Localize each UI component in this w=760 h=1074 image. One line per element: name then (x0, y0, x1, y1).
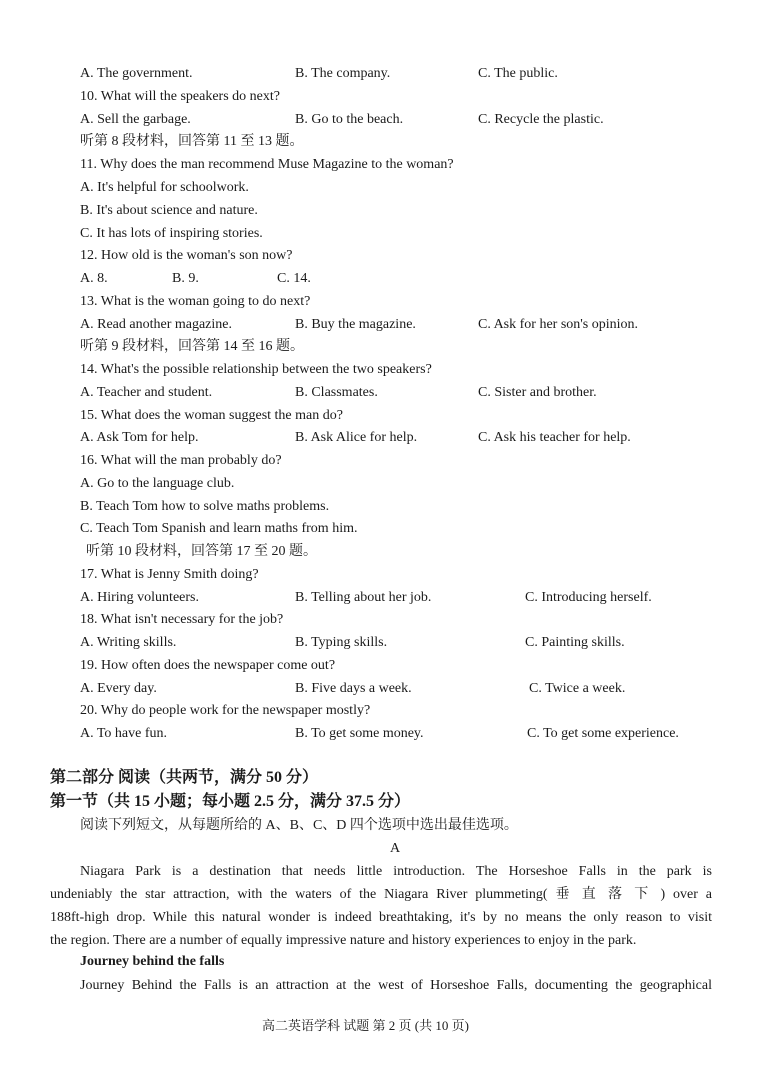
q19-option-c: C. Twice a week. (529, 681, 626, 696)
q12-option-a: A. 8. (80, 271, 108, 286)
q18-option-a: A. Writing skills. (80, 635, 177, 650)
question-17: 17. What is Jenny Smith doing? (80, 567, 259, 582)
passage-paragraph-1 (50, 860, 712, 952)
question-14: 14. What's the possible relationship between the two speakers? (80, 362, 432, 377)
q15-option-a: A. Ask Tom for help. (80, 430, 199, 445)
section-10-instruction: 听第 10 段材料，回答第 17 至 20 题。 (86, 544, 317, 559)
q20-option-c: C. To get some experience. (527, 726, 679, 741)
part-2-heading: 第二部分 阅读（共两节，满分 50 分） (50, 769, 319, 786)
question-13: 13. What is the woman going to do next? (80, 294, 311, 309)
q10-option-a: A. Sell the garbage. (80, 112, 191, 127)
q19-option-b: B. Five days a week. (295, 681, 412, 696)
q15-option-c: C. Ask his teacher for help. (478, 430, 631, 445)
q9-option-c: C. The public. (478, 66, 558, 81)
passage-line-4: the region. There are a number of equally impressive nature and history experiences to enjoy in the park. (50, 933, 637, 948)
passage-line-1: Niagara Park is a destination that needs little introduction. The Horseshoe Falls in the park is (80, 864, 712, 879)
q19-option-a: A. Every day. (80, 681, 157, 696)
q13-option-b: B. Buy the magazine. (295, 317, 416, 332)
q12-option-c: C. 14. (277, 271, 311, 286)
q14-option-a: A. Teacher and student. (80, 385, 213, 400)
q10-option-b: B. Go to the beach. (295, 112, 404, 127)
question-20: 20. Why do people work for the newspaper mostly? (80, 703, 371, 718)
passage-line-5: Journey Behind the Falls is an attraction at the west of Horseshoe Falls, documenting the geographical (80, 978, 712, 993)
q17-option-a: A. Hiring volunteers. (80, 590, 199, 605)
q16-option-c: C. Teach Tom Spanish and learn maths from him. (80, 521, 358, 536)
q11-option-c: C. It has lots of inspiring stories. (80, 226, 263, 241)
q18-option-c: C. Painting skills. (525, 635, 625, 650)
q13-option-c: C. Ask for her son's opinion. (478, 317, 639, 332)
q13-option-a: A. Read another magazine. (80, 317, 232, 332)
q14-option-b: B. Classmates. (295, 385, 378, 400)
passage-label: A (390, 841, 401, 856)
q14-option-c: C. Sister and brother. (478, 385, 597, 400)
section-8-instruction: 听第 8 段材料，回答第 11 至 13 题。 (80, 134, 304, 149)
question-15: 15. What does the woman suggest the man do? (80, 408, 343, 423)
q17-option-c: C. Introducing herself. (525, 590, 652, 605)
passage-line-3: 188ft-high drop. While this natural wonder is indeed breathtaking, it's by no means the only reason to visit (50, 910, 712, 925)
passage-line-2: undeniably the star attraction, with the waters of the Niagara River plummeting( 垂 直 落 下 ) over a (50, 887, 712, 902)
q15-option-b: B. Ask Alice for help. (295, 430, 418, 445)
question-16: 16. What will the man probably do? (80, 453, 282, 468)
q11-option-b: B. It's about science and nature. (80, 203, 258, 218)
question-12: 12. How old is the woman's son now? (80, 248, 293, 263)
q11-option-a: A. It's helpful for schoolwork. (80, 180, 249, 195)
passage-subheading: Journey behind the falls (80, 954, 225, 969)
q9-option-b: B. The company. (295, 66, 391, 81)
question-11: 11. Why does the man recommend Muse Magazine to the woman? (80, 157, 454, 172)
page-footer: 高二英语学科 试题 第 2 页 (共 10 页) (262, 1018, 469, 1033)
question-10: 10. What will the speakers do next? (80, 89, 280, 104)
q20-option-a: A. To have fun. (80, 726, 168, 741)
section-1-heading: 第一节（共 15 小题；每小题 2.5 分，满分 37.5 分） (50, 793, 411, 810)
q20-option-b: B. To get some money. (295, 726, 424, 741)
q9-option-a: A. The government. (80, 66, 193, 81)
section-9-instruction: 听第 9 段材料，回答第 14 至 16 题。 (80, 339, 304, 354)
q18-option-b: B. Typing skills. (295, 635, 388, 650)
question-19: 19. How often does the newspaper come out? (80, 658, 336, 673)
passage-paragraph-2 (50, 974, 712, 997)
q12-option-b: B. 9. (172, 271, 199, 286)
question-18: 18. What isn't necessary for the job? (80, 612, 284, 627)
q17-option-b: B. Telling about her job. (295, 590, 432, 605)
reading-instructions: 阅读下列短文，从每题所给的 A、B、C、D 四个选项中选出最佳选项。 (80, 818, 518, 833)
q16-option-b: B. Teach Tom how to solve maths problems. (80, 499, 330, 514)
q10-option-c: C. Recycle the plastic. (478, 112, 604, 127)
q16-option-a: A. Go to the language club. (80, 476, 235, 491)
